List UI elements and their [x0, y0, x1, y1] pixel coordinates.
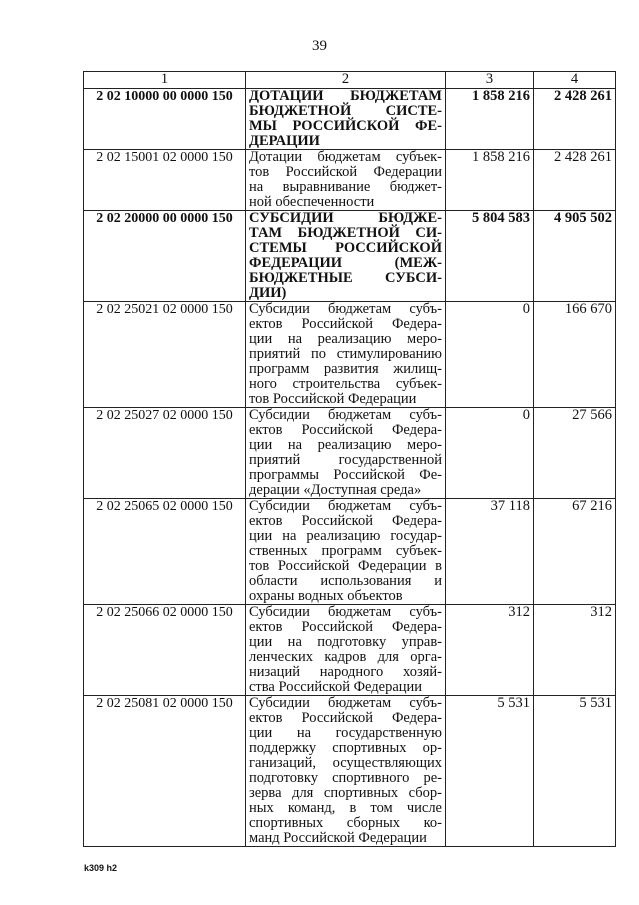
table-header-row — [84, 72, 616, 89]
income-name-line: ства Российской Федерации — [249, 679, 423, 695]
income-name-line: ганизаций, осуществляющих — [249, 755, 442, 771]
budget-code-cell: 2 02 15001 02 0000 150 — [84, 150, 246, 211]
budget-code-cell: 2 02 20000 00 0000 150 — [84, 211, 246, 302]
income-name-line: манд Российской Федерации — [249, 830, 427, 846]
amount-col3-cell: 0 — [446, 408, 534, 499]
income-name-cell — [246, 605, 446, 696]
column-header-3: 3 — [446, 72, 534, 89]
income-name-line: Субсидии бюджетам субъ- — [249, 498, 442, 514]
budget-table — [83, 71, 616, 847]
income-name-line: программ развития жилищ- — [249, 361, 442, 377]
income-name-line: ФЕДЕРАЦИИ (МЕЖ- — [249, 255, 442, 271]
income-name-line: ции на реализацию меро- — [249, 331, 442, 347]
income-name-line: ного строительства субъек- — [249, 376, 442, 392]
table-row — [84, 605, 616, 696]
amount-col4-cell: 4 905 502 — [534, 211, 616, 302]
income-name-line: спортивных сборных ко- — [249, 815, 442, 831]
income-name-line: дерации «Доступная среда» — [249, 482, 422, 498]
income-name-line: приятий государственной — [249, 452, 442, 468]
budget-code-cell: 2 02 25066 02 0000 150 — [84, 605, 246, 696]
amount-col4-cell: 312 — [534, 605, 616, 696]
income-name-cell — [246, 696, 446, 847]
page-number: 39 — [312, 38, 327, 54]
column-header-1: 1 — [84, 72, 246, 89]
budget-code-cell: 2 02 25065 02 0000 150 — [84, 499, 246, 605]
table-row — [84, 211, 616, 302]
column-header-2: 2 — [246, 72, 446, 89]
income-name-cell — [246, 150, 446, 211]
income-name-line: ектов Российской Федера- — [249, 619, 442, 635]
income-name-line: охраны водных объектов — [249, 588, 403, 604]
income-name-cell — [246, 89, 446, 150]
income-name-line: СТЕМЫ РОССИЙСКОЙ — [249, 240, 442, 256]
income-name-line: ции на реализацию государ- — [249, 528, 442, 544]
amount-col4-cell: 27 566 — [534, 408, 616, 499]
amount-col3-cell: 1 858 216 — [446, 89, 534, 150]
income-name-cell — [246, 408, 446, 499]
income-name-line: Субсидии бюджетам субъ- — [249, 604, 442, 620]
amount-col3-cell: 5 531 — [446, 696, 534, 847]
amount-col4-cell: 5 531 — [534, 696, 616, 847]
income-name-line: зерва для спортивных сбор- — [249, 785, 442, 801]
budget-code-cell: 2 02 25027 02 0000 150 — [84, 408, 246, 499]
income-name-line: приятий по стимулированию — [249, 346, 442, 362]
income-name-line: тов Российской Федерации — [249, 391, 417, 407]
amount-col4-cell: 2 428 261 — [534, 150, 616, 211]
income-name-line: Субсидии бюджетам субъ- — [249, 407, 442, 423]
amount-col4-cell: 166 670 — [534, 302, 616, 408]
income-name-line: Субсидии бюджетам субъ- — [249, 695, 442, 711]
income-name-line: ДИИ) — [249, 285, 287, 301]
amount-col4-cell: 67 216 — [534, 499, 616, 605]
income-name-line: ственных программ субъек- — [249, 543, 442, 559]
income-name-cell — [246, 499, 446, 605]
amount-col3-cell: 0 — [446, 302, 534, 408]
income-name-line: поддержку спортивных ор- — [249, 740, 442, 756]
income-name-line: ции на государственную — [249, 725, 442, 741]
amount-col3-cell: 1 858 216 — [446, 150, 534, 211]
amount-col4-cell: 2 428 261 — [534, 89, 616, 150]
income-name-line: низаций народного хозяй- — [249, 664, 442, 680]
table-row — [84, 150, 616, 211]
income-name-line: ленческих кадров для орга- — [249, 649, 442, 665]
income-name-line: ции на подготовку управ- — [249, 634, 442, 650]
income-name-line: БЮДЖЕТНЫЕ СУБСИ- — [249, 270, 442, 286]
amount-col3-cell: 312 — [446, 605, 534, 696]
income-name-line: на выравнивание бюджет- — [249, 179, 442, 195]
income-name-line: области использования и — [249, 573, 442, 589]
column-header-4: 4 — [534, 72, 616, 89]
amount-col3-cell: 5 804 583 — [446, 211, 534, 302]
table-row — [84, 499, 616, 605]
income-name-line: ектов Российской Федера- — [249, 316, 442, 332]
income-name-line: ектов Российской Федера- — [249, 422, 442, 438]
income-name-line: ных команд, в том числе — [249, 800, 442, 816]
income-name-line: ектов Российской Федера- — [249, 513, 442, 529]
income-name-line: МЫ РОССИЙСКОЙ ФЕ- — [249, 118, 442, 134]
table-row — [84, 408, 616, 499]
income-name-line: ции на реализацию меро- — [249, 437, 442, 453]
budget-code-cell: 2 02 25081 02 0000 150 — [84, 696, 246, 847]
income-name-line: тов Российской Федерации — [249, 164, 442, 180]
table-row — [84, 302, 616, 408]
income-name-cell — [246, 211, 446, 302]
budget-code-cell: 2 02 10000 00 0000 150 — [84, 89, 246, 150]
income-name-line: ДЕРАЦИИ — [249, 133, 320, 149]
income-name-cell — [246, 302, 446, 408]
income-name-line: Дотации бюджетам субъек- — [249, 149, 442, 165]
budget-code-cell: 2 02 25021 02 0000 150 — [84, 302, 246, 408]
income-name-line: ТАМ БЮДЖЕТНОЙ СИ- — [249, 225, 442, 241]
document-code: k309 h2 — [84, 863, 118, 873]
table-row — [84, 696, 616, 847]
income-name-line: ектов Российской Федера- — [249, 710, 442, 726]
income-name-line: ной обеспеченности — [249, 194, 375, 210]
income-name-line: СУБСИДИИ БЮДЖЕ- — [249, 210, 442, 226]
table-row — [84, 89, 616, 150]
amount-col3-cell: 37 118 — [446, 499, 534, 605]
income-name-line: Субсидии бюджетам субъ- — [249, 301, 442, 317]
income-name-line: программы Российской Фе- — [249, 467, 442, 483]
income-name-line: БЮДЖЕТНОЙ СИСТЕ- — [249, 103, 442, 119]
income-name-line: ДОТАЦИИ БЮДЖЕТАМ — [249, 88, 442, 104]
income-name-line: подготовку спортивного ре- — [249, 770, 442, 786]
income-name-line: тов Российской Федерации в — [249, 558, 442, 574]
